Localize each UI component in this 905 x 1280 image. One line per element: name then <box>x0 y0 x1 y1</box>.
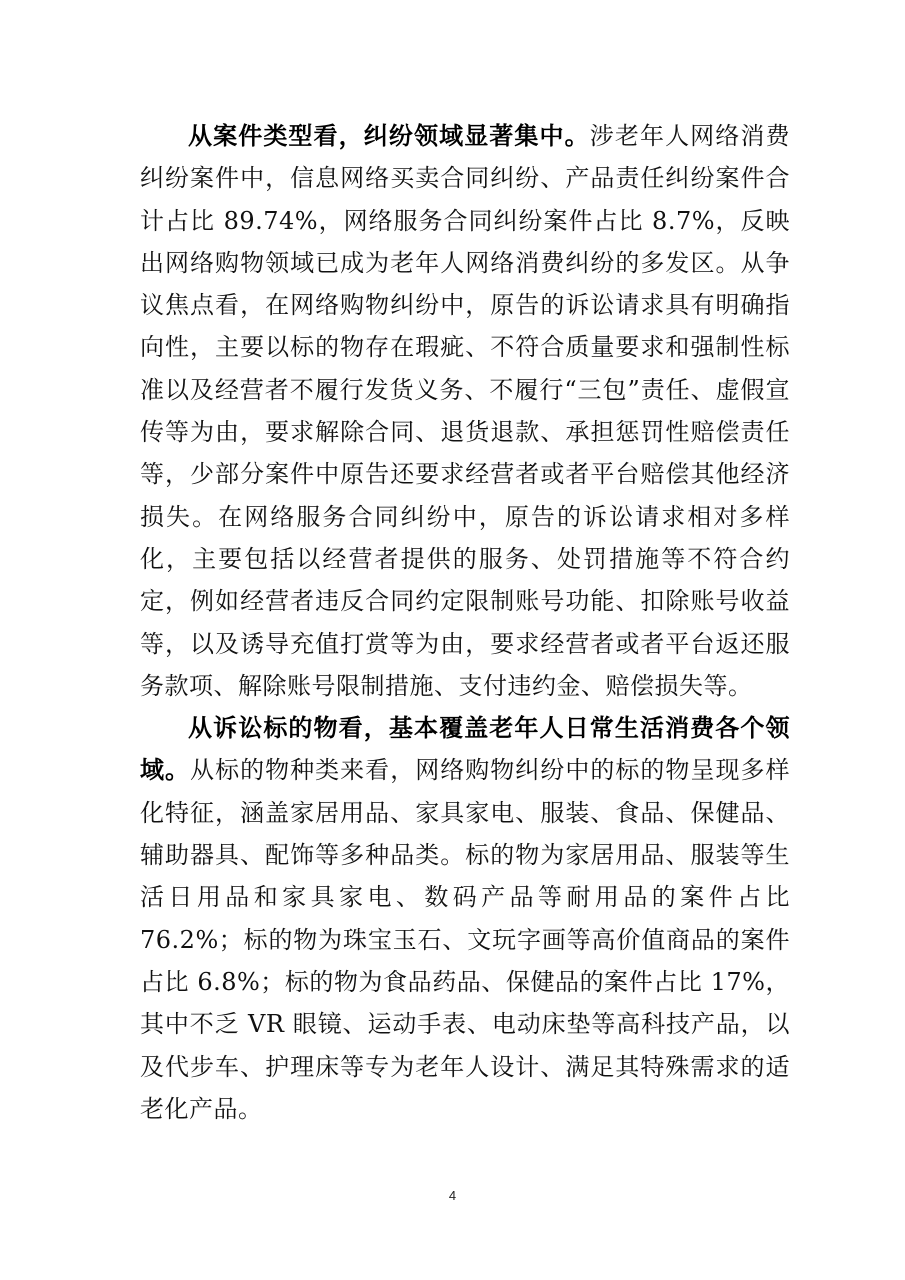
paragraph-lead-heading: 从诉讼标的物看，基本覆盖老年人日常生活消费各个领域。 <box>140 714 790 785</box>
paragraph-lead-heading: 从案件类型看，纠纷领域显著集中。 <box>188 122 590 150</box>
paragraph-text: 从标的物种类来看，网络购物纠纷中的标的物呈现多样化特征，涵盖家居用品、家具家电、服装、食品、保健品、辅助器具、配饰等多种品类。标的物为家居用品、服装等生活日用品和家具家电、数码产品等耐用品的案件占比 76.2%；标的物为珠宝玉石、文玩字画等高价值商品的案件占比 6.8%；标的物为食品药品、保健品的案件占比 17%，其中不乏 VR 眼镜、运动手表、电动床垫等高科技产品，以及代步车、护理床等专为老年人设计、满足其特殊需求的适老化产品。 <box>140 756 791 1123</box>
paragraph-case-types <box>140 115 790 707</box>
document-body <box>140 115 790 1130</box>
paragraph-text: 涉老年人网络消费纠纷案件中，信息网络买卖合同纠纷、产品责任纠纷案件合计占比 89.74%，网络服务合同纠纷案件占比 8.7%，反映出网络购物领域已成为老年人网络消费纠纷的多发区。从争议焦点看，在网络购物纠纷中，原告的诉讼请求具有明确指向性，主要以标的物存在瑕疵、不符合质量要求和强制性标准以及经营者不履行发货义务、不履行“三包”责任、虚假宣传等为由，要求解除合同、退货退款、承担惩罚性赔偿责任等，少部分案件中原告还要求经营者或者平台赔偿其他经济损失。在网络服务合同纠纷中，原告的诉讼请求相对多样化，主要包括以经营者提供的服务、处罚措施等不符合约定，例如经营者违反合同约定限制账号功能、扣除账号收益等，以及诱导充值打赏等为由，要求经营者或者平台返还服务款项、解除账号限制措施、支付违约金、赔偿损失等。 <box>140 122 791 700</box>
paragraph-litigation-objects <box>140 707 790 1130</box>
page-number: 4 <box>448 1188 457 1203</box>
